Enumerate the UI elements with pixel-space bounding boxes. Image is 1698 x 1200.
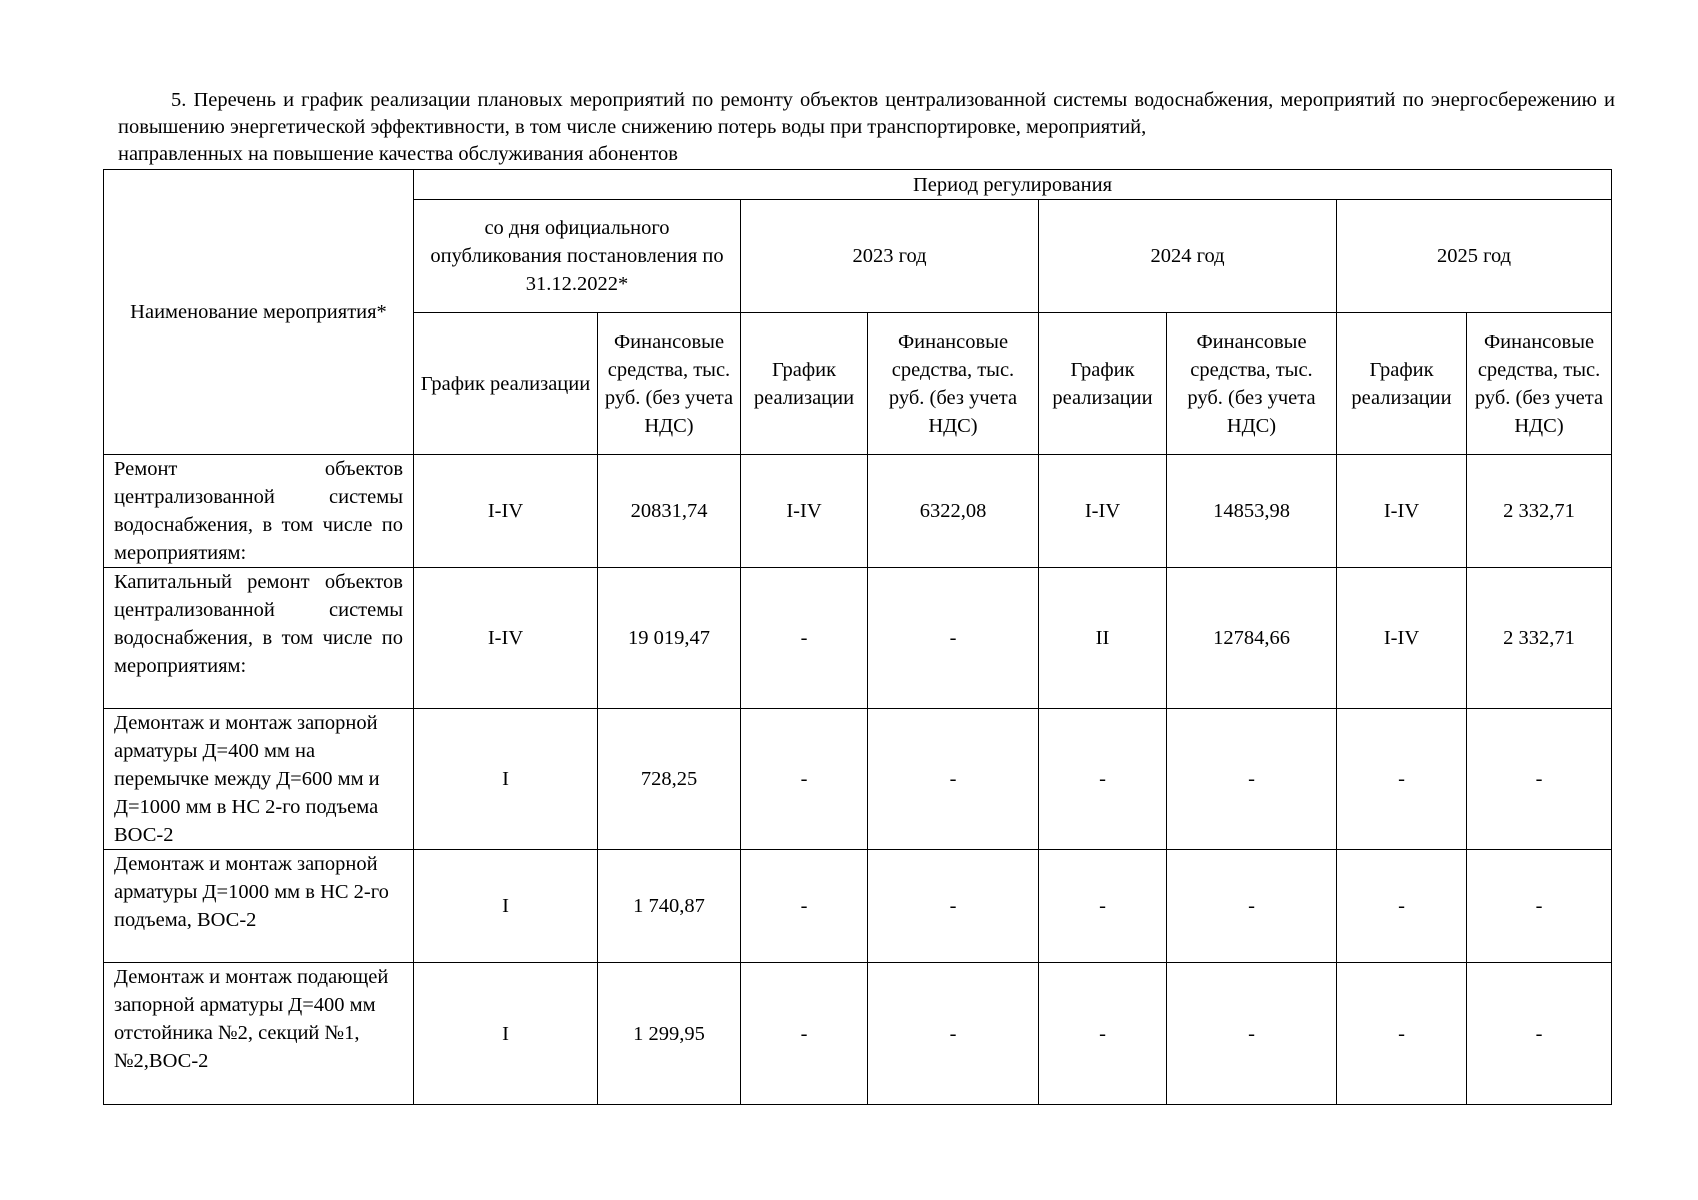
finance-2023-cell: - bbox=[868, 568, 1039, 709]
header-period-2025: 2025 год bbox=[1337, 200, 1612, 313]
finance-2025-cell: 2 332,71 bbox=[1467, 455, 1612, 568]
header-schedule-2022: График реализации bbox=[414, 313, 598, 455]
finance-2025-cell: 2 332,71 bbox=[1467, 568, 1612, 709]
header-regulation-period: Период регулирования bbox=[414, 170, 1612, 200]
finance-2024-cell: - bbox=[1167, 850, 1337, 963]
schedule-2022-cell: I-IV bbox=[414, 568, 598, 709]
schedule-2025-cell: - bbox=[1337, 963, 1467, 1105]
header-schedule-2025: График реализации bbox=[1337, 313, 1467, 455]
schedule-2022-cell: I bbox=[414, 850, 598, 963]
finance-2022-cell: 728,25 bbox=[598, 709, 741, 850]
finance-2025-cell: - bbox=[1467, 709, 1612, 850]
finance-2025-cell: - bbox=[1467, 963, 1612, 1105]
header-period-2023: 2023 год bbox=[741, 200, 1039, 313]
schedule-2025-cell: I-IV bbox=[1337, 568, 1467, 709]
schedule-2022-cell: I bbox=[414, 709, 598, 850]
header-finance-2025: Финансовые средства, тыс. руб. (без учета НДС) bbox=[1467, 313, 1612, 455]
schedule-2022-cell: I-IV bbox=[414, 455, 598, 568]
schedule-2024-cell: - bbox=[1039, 850, 1167, 963]
measures-schedule-table bbox=[103, 169, 1612, 1105]
schedule-2025-cell: - bbox=[1337, 709, 1467, 850]
finance-2022-cell: 1 740,87 bbox=[598, 850, 741, 963]
schedule-2023-cell: - bbox=[741, 568, 868, 709]
measure-name-cell: Демонтаж и монтаж запорной арматуры Д=400 мм на перемычке между Д=600 мм и Д=1000 мм в НС 2-го подъема ВОС-2 bbox=[104, 709, 414, 850]
table-row bbox=[104, 709, 1612, 850]
finance-2024-cell: - bbox=[1167, 963, 1337, 1105]
schedule-2023-cell: - bbox=[741, 850, 868, 963]
measure-name-cell: Ремонт объектов централизованной системы водоснабжения, в том числе по мероприятиям: bbox=[104, 455, 414, 568]
schedule-2023-cell: - bbox=[741, 709, 868, 850]
measure-name-cell: Демонтаж и монтаж запорной арматуры Д=1000 мм в НС 2-го подъема, ВОС-2 bbox=[104, 850, 414, 963]
schedule-2025-cell: - bbox=[1337, 850, 1467, 963]
section-intro-last-line: направленных на повышение качества обслуживания абонентов bbox=[118, 143, 678, 165]
schedule-2025-cell: I-IV bbox=[1337, 455, 1467, 568]
header-finance-2022: Финансовые средства, тыс. руб. (без учета НДС) bbox=[598, 313, 741, 455]
table-row bbox=[104, 850, 1612, 963]
header-finance-2023: Финансовые средства, тыс. руб. (без учета НДС) bbox=[868, 313, 1039, 455]
measure-name-cell: Капитальный ремонт объектов централизованной системы водоснабжения, в том числе по мероприятиям: bbox=[104, 568, 414, 709]
finance-2023-cell: 6322,08 bbox=[868, 455, 1039, 568]
schedule-2023-cell: - bbox=[741, 963, 868, 1105]
header-schedule-2023: График реализации bbox=[741, 313, 868, 455]
schedule-2024-cell: - bbox=[1039, 709, 1167, 850]
section-intro-paragraph: 5. Перечень и график реализации плановых мероприятий по ремонту объектов централизованной системы водоснабжения, мероприятий по энергосбережению и повышению энергетической эффективности, в том числе снижению потерь воды при транспортировке, мероприятий, bbox=[118, 89, 1615, 138]
header-period-2022: со дня официального опубликования постановления по 31.12.2022* bbox=[414, 200, 741, 313]
table-row bbox=[104, 455, 1612, 568]
finance-2022-cell: 20831,74 bbox=[598, 455, 741, 568]
schedule-2022-cell: I bbox=[414, 963, 598, 1105]
finance-2024-cell: 12784,66 bbox=[1167, 568, 1337, 709]
schedule-2024-cell: II bbox=[1039, 568, 1167, 709]
schedule-2023-cell: I-IV bbox=[741, 455, 868, 568]
measure-name-cell: Демонтаж и монтаж подающей запорной арматуры Д=400 мм отстойника №2, секций №1, №2,ВОС-2 bbox=[104, 963, 414, 1105]
finance-2022-cell: 1 299,95 bbox=[598, 963, 741, 1105]
header-measure-name: Наименование мероприятия* bbox=[104, 170, 414, 455]
header-schedule-2024: График реализации bbox=[1039, 313, 1167, 455]
finance-2024-cell: 14853,98 bbox=[1167, 455, 1337, 568]
finance-2024-cell: - bbox=[1167, 709, 1337, 850]
header-period-2024: 2024 год bbox=[1039, 200, 1337, 313]
table-row bbox=[104, 963, 1612, 1105]
finance-2023-cell: - bbox=[868, 963, 1039, 1105]
header-row-period bbox=[104, 170, 1612, 200]
header-finance-2024: Финансовые средства, тыс. руб. (без учета НДС) bbox=[1167, 313, 1337, 455]
finance-2023-cell: - bbox=[868, 850, 1039, 963]
schedule-2024-cell: - bbox=[1039, 963, 1167, 1105]
table-row bbox=[104, 568, 1612, 709]
finance-2023-cell: - bbox=[868, 709, 1039, 850]
finance-2022-cell: 19 019,47 bbox=[598, 568, 741, 709]
schedule-2024-cell: I-IV bbox=[1039, 455, 1167, 568]
finance-2025-cell: - bbox=[1467, 850, 1612, 963]
